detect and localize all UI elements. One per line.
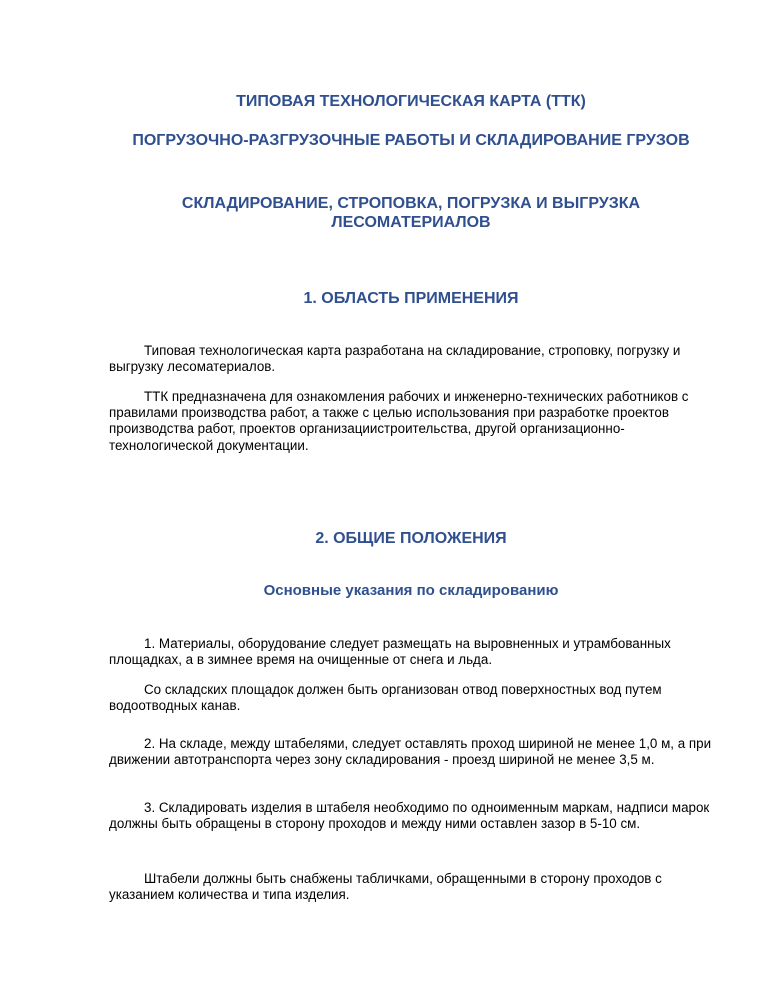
section-2-paragraph-2: Со складских площадок должен быть организован отвод поверхностных вод путем водоотводных канав.	[109, 682, 662, 714]
section-2-paragraph-4: 3. Складировать изделия в штабеля необходимо по одноименным маркам, надписи марок должны быть обращены в сторону проходов и между ними оставлен зазор в 5-10 см.	[109, 800, 710, 832]
section-2-paragraph-5: Штабели должны быть снабжены табличками, обращенными в сторону проходов с указанием количества и типа изделия.	[109, 871, 662, 903]
document-title: ТИПОВАЯ ТЕХНОЛОГИЧЕСКАЯ КАРТА (ТТК)	[236, 93, 586, 110]
section-2-paragraph-3: 2. На складе, между штабелями, следует оставлять проход шириной не менее 1,0 м, а при движении автотранспорта через зону складирования - проезд шириной не менее 3,5 м.	[109, 736, 712, 768]
section-2-subheading: Основные указания по складированию	[263, 582, 559, 599]
document-subtitle-topic: СКЛАДИРОВАНИЕ, СТРОПОВКА, ПОГРУЗКА И ВЫГРУЗКА ЛЕСОМАТЕРИАЛОВ	[181, 195, 641, 231]
section-2-paragraph-1: 1. Материалы, оборудование следует размещать на выровненных и утрамбованных площадках, а в зимнее время на очищенные от снега и льда.	[109, 636, 671, 668]
section-2-heading: 2. ОБЩИЕ ПОЛОЖЕНИЯ	[315, 530, 507, 547]
document-subtitle-category: ПОГРУЗОЧНО-РАЗГРУЗОЧНЫЕ РАБОТЫ И СКЛАДИРОВАНИЕ ГРУЗОВ	[132, 132, 690, 149]
section-1-paragraph-2: ТТК предназначена для ознакомления рабочих и инженерно-технических работников с правилами производства работ, а также с целью использования при разработке проектов производства работ, проектов организациистроительства, другой организационно-технологической документации.	[109, 389, 689, 453]
section-1-paragraph-1: Типовая технологическая карта разработана на складирование, строповку, погрузку и выгрузку лесоматериалов.	[109, 343, 681, 375]
section-1-heading: 1. ОБЛАСТЬ ПРИМЕНЕНИЯ	[303, 290, 519, 307]
